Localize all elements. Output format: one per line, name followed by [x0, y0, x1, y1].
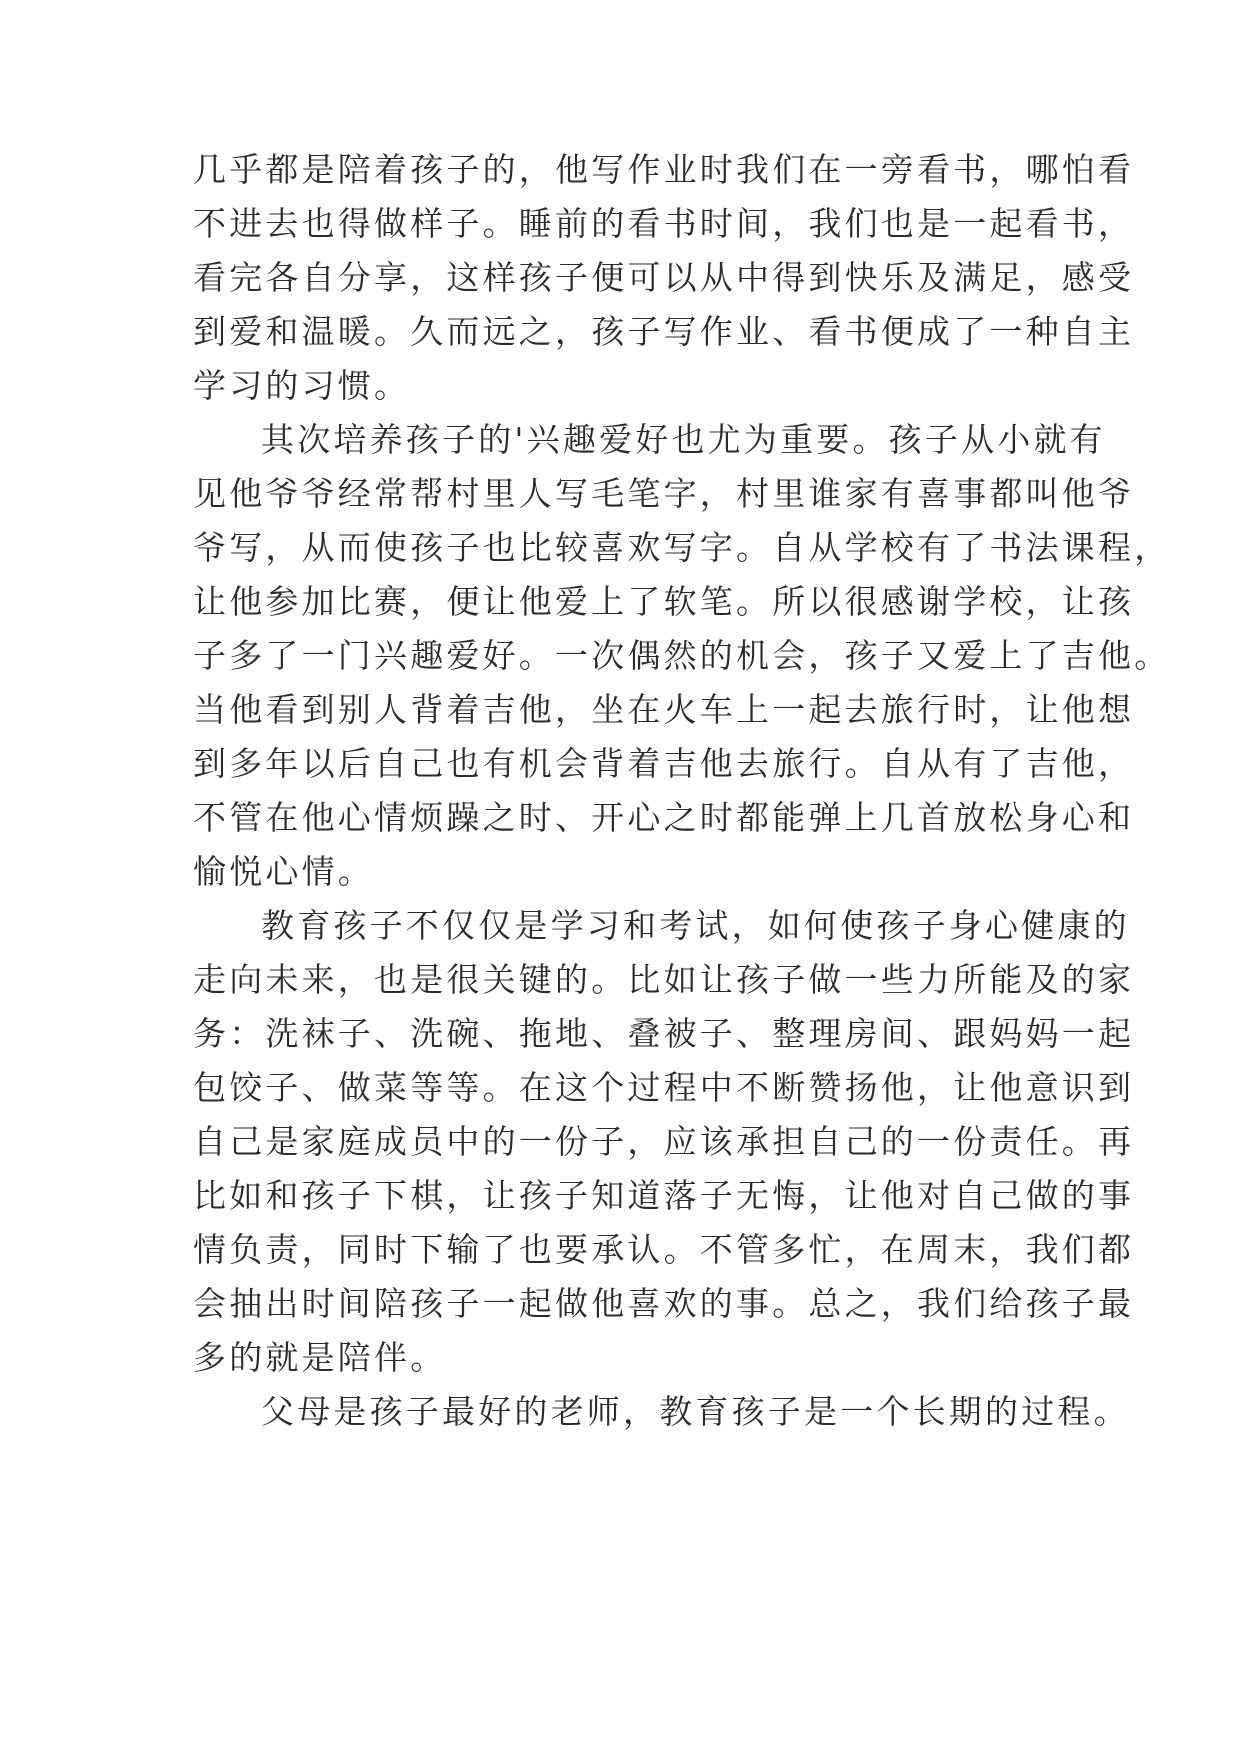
paragraph-4-line-1: 父母是孩子最好的老师，教育孩子是一个长期的过程。: [261, 1392, 1130, 1431]
paragraph-3-line-4: 包饺子、做菜等等。在这个过程中不断赞扬他，让他意识到: [193, 1068, 1135, 1107]
paragraph-3-line-2: 走向未来，也是很关键的。比如让孩子做一些力所能及的家: [193, 960, 1135, 999]
paragraph-3-line-9: 多的就是陪伴。: [193, 1338, 447, 1377]
paragraph-1-line-2: 不进去也得做样子。睡前的看书时间，我们也是一起看书，: [193, 204, 1135, 243]
paragraph-2-line-4: 让他参加比赛，便让他爱上了软笔。所以很感谢学校，让孩: [193, 582, 1135, 621]
paragraph-3-line-7: 情负责，同时下输了也要承认。不管多忙，在周末，我们都: [193, 1230, 1135, 1269]
paragraph-2-line-6: 当他看到别人背着吉他，坐在火车上一起去旅行时，让他想: [193, 690, 1135, 729]
paragraph-1-line-5: 学习的习惯。: [193, 366, 411, 405]
paragraph-2-line-1: 其次培养孩子的'兴趣爱好也尤为重要。孩子从小就有: [261, 420, 1106, 459]
paragraph-2-line-8: 不管在他心情烦躁之时、开心之时都能弹上几首放松身心和: [193, 798, 1135, 837]
paragraph-1-line-3: 看完各自分享，这样孩子便可以从中得到快乐及满足，感受: [193, 258, 1135, 297]
paragraph-3-line-8: 会抽出时间陪孩子一起做他喜欢的事。总之，我们给孩子最: [193, 1284, 1135, 1323]
paragraph-3-line-6: 比如和孩子下棋，让孩子知道落子无悔，让他对自己做的事: [193, 1176, 1135, 1215]
paragraph-3-line-5: 自己是家庭成员中的一份子，应该承担自己的一份责任。再: [193, 1122, 1135, 1161]
paragraph-2-line-2: 见他爷爷经常帮村里人写毛笔字，村里谁家有喜事都叫他爷: [193, 474, 1135, 513]
paragraph-2-line-5: 子多了一门兴趣爱好。一次偶然的机会，孩子又爱上了吉他。: [193, 636, 1171, 675]
paragraph-1-line-1: 几乎都是陪着孩子的，他写作业时我们在一旁看书，哪怕看: [193, 150, 1135, 189]
paragraph-2-line-7: 到多年以后自己也有机会背着吉他去旅行。自从有了吉他，: [193, 744, 1135, 783]
paragraph-3-line-3: 务：洗袜子、洗碗、拖地、叠被子、整理房间、跟妈妈一起: [193, 1014, 1135, 1053]
paragraph-2-line-9: 愉悦心情。: [193, 852, 374, 891]
paragraph-2-line-3: 爷写，从而使孩子也比较喜欢写字。自从学校有了书法课程，: [193, 528, 1171, 567]
paragraph-3-line-1: 教育孩子不仅仅是学习和考试，如何使孩子身心健康的: [261, 906, 1130, 945]
paragraph-1-line-4: 到爱和温暖。久而远之，孩子写作业、看书便成了一种自主: [193, 312, 1135, 351]
